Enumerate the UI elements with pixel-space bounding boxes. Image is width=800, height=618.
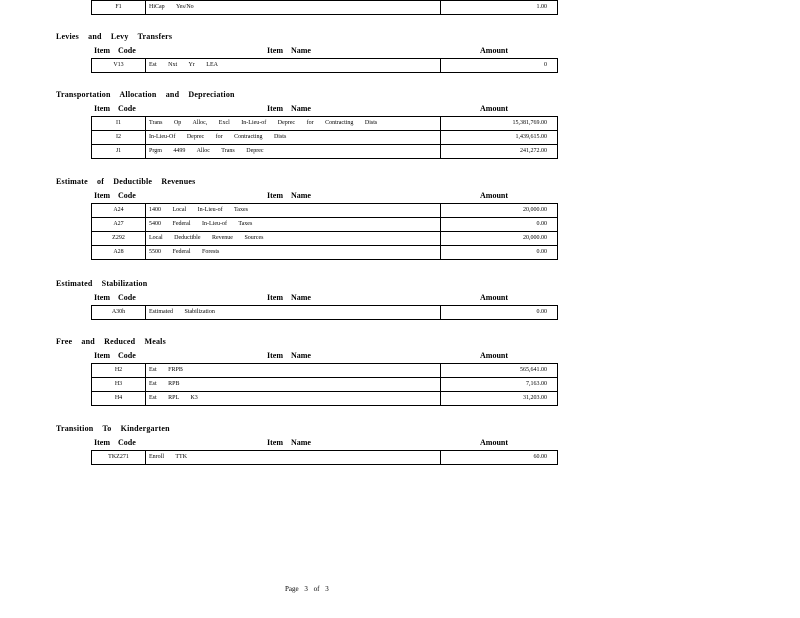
item-code: A28 xyxy=(92,246,146,260)
table-row xyxy=(92,306,558,320)
items-table xyxy=(91,305,558,320)
item-amount: 7,163.00 xyxy=(441,378,558,392)
item-amount: 60.00 xyxy=(441,451,558,465)
item-name: Prgm 4499 Alloc Trans Deprec xyxy=(146,145,441,159)
item-code: Z292 xyxy=(92,232,146,246)
item-code: A27 xyxy=(92,218,146,232)
item-code: V13 xyxy=(92,59,146,73)
top-carry-table xyxy=(91,0,558,15)
item-name: Est Nxt Yr LEA xyxy=(146,59,441,73)
table-row xyxy=(92,364,558,378)
item-name: 5500 Federal Forests xyxy=(146,246,441,260)
page-number: Page 3 of 3 xyxy=(285,585,329,593)
table-row xyxy=(92,451,558,465)
col-header-amount: Amount xyxy=(480,46,509,55)
items-table xyxy=(91,450,558,465)
item-name: HiCap Yes/No xyxy=(146,1,441,15)
section-title: Levies and Levy Transfers xyxy=(56,32,173,41)
table-row xyxy=(92,378,558,392)
item-code: A24 xyxy=(92,204,146,218)
item-amount: 15,381,769.00 xyxy=(441,117,558,131)
item-name: In-Lieu-Of Deprec for Contracting Dists xyxy=(146,131,441,145)
item-name: 5400 Federal In-Lieu-of Taxes xyxy=(146,218,441,232)
col-header-name: Item Name xyxy=(267,46,311,55)
item-amount: 31,203.00 xyxy=(441,392,558,406)
items-table xyxy=(91,116,558,159)
items-table xyxy=(91,58,558,73)
item-amount: 0.00 xyxy=(441,246,558,260)
item-amount: 1.00 xyxy=(441,1,558,15)
item-code: H3 xyxy=(92,378,146,392)
item-amount: 0.00 xyxy=(441,218,558,232)
col-header-name: Item Name xyxy=(267,104,311,113)
table-row xyxy=(92,218,558,232)
table-row xyxy=(92,392,558,406)
table-row xyxy=(92,232,558,246)
col-header-name: Item Name xyxy=(267,351,311,360)
item-name: 1400 Local In-Lieu-of Taxes xyxy=(146,204,441,218)
col-header-name: Item Name xyxy=(267,438,311,447)
item-name: Est RPB xyxy=(146,378,441,392)
section-title: Estimated Stabilization xyxy=(56,279,148,288)
item-amount: 241,272.00 xyxy=(441,145,558,159)
col-header-amount: Amount xyxy=(480,438,509,447)
col-header-name: Item Name xyxy=(267,191,311,200)
items-table xyxy=(91,203,558,260)
col-header-code: Item Code xyxy=(94,438,136,447)
item-amount: 0 xyxy=(441,59,558,73)
col-header-code: Item Code xyxy=(94,191,136,200)
item-name: Estimated Stabilization xyxy=(146,306,441,320)
item-code: F1 xyxy=(92,1,146,15)
item-code: A30h xyxy=(92,306,146,320)
item-amount: 1,439,615.00 xyxy=(441,131,558,145)
section-title: Free and Reduced Meals xyxy=(56,337,166,346)
item-name: Trans Op Alloc, Excl In-Lieu-of Deprec for Contracting Dists xyxy=(146,117,441,131)
items-table xyxy=(91,363,558,406)
table-row xyxy=(92,59,558,73)
item-amount: 565,641.00 xyxy=(441,364,558,378)
section-title: Estimate of Deductible Revenues xyxy=(56,177,196,186)
table-row xyxy=(92,145,558,159)
col-header-code: Item Code xyxy=(94,293,136,302)
section-title: Transition To Kindergarten xyxy=(56,424,170,433)
table-row xyxy=(92,117,558,131)
item-code: H2 xyxy=(92,364,146,378)
table-row xyxy=(92,204,558,218)
col-header-code: Item Code xyxy=(94,104,136,113)
col-header-code: Item Code xyxy=(94,46,136,55)
item-code: J1 xyxy=(92,145,146,159)
item-code: H4 xyxy=(92,392,146,406)
table-row xyxy=(92,1,558,15)
col-header-amount: Amount xyxy=(480,351,509,360)
col-header-amount: Amount xyxy=(480,293,509,302)
col-header-name: Item Name xyxy=(267,293,311,302)
item-code: I2 xyxy=(92,131,146,145)
item-name: Est RPL K3 xyxy=(146,392,441,406)
item-code: I1 xyxy=(92,117,146,131)
item-name: Enroll TTK xyxy=(146,451,441,465)
item-name: Local Deductible Revenue Sources xyxy=(146,232,441,246)
col-header-code: Item Code xyxy=(94,351,136,360)
item-name: Est FRPB xyxy=(146,364,441,378)
item-amount: 20,000.00 xyxy=(441,232,558,246)
item-amount: 20,000.00 xyxy=(441,204,558,218)
col-header-amount: Amount xyxy=(480,104,509,113)
table-row xyxy=(92,131,558,145)
table-row xyxy=(92,246,558,260)
section-title: Transportation Allocation and Depreciation xyxy=(56,90,235,99)
item-code: TKZ271 xyxy=(92,451,146,465)
col-header-amount: Amount xyxy=(480,191,509,200)
item-amount: 0.00 xyxy=(441,306,558,320)
